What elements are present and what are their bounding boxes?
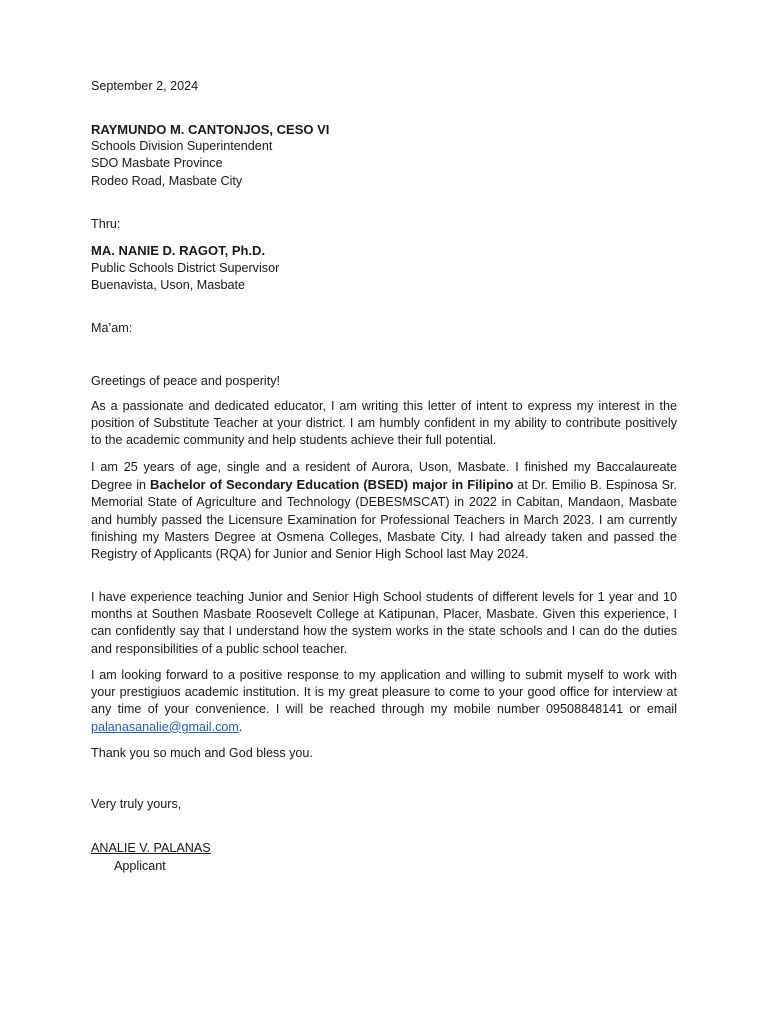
- thru-label: Thru:: [91, 217, 121, 231]
- paragraph-background-text: I am 25 years of age, single and a resident of Aurora, Uson, Masbate. I finished my Baccalaureate Degree in: [91, 460, 677, 493]
- degree-name: Bachelor of Secondary Education (BSED) major in Filipino: [149, 477, 514, 493]
- letter-date: September 2, 2024: [91, 79, 199, 93]
- thru-title: Public Schools District Supervisor: [91, 261, 280, 275]
- thru-name: MA. NANIE D. RAGOT, Ph.D.: [91, 243, 266, 258]
- recipient-name: RAYMUNDO M. CANTONJOS, CESO VI: [91, 122, 330, 137]
- email-link[interactable]: palanasanalie@gmail.com: [91, 719, 239, 734]
- paragraph-closing-text: I am looking forward to a positive response to my application and willing to submit myself to work with your prestigiuos academic institution. It is my great pleasure to come to your good office for interview at any time of your convenience. I will be reached through my mobile number 09508848141 or email: [91, 668, 677, 717]
- recipient-address: Rodeo Road, Masbate City: [91, 174, 243, 188]
- thanks-line: Thank you so much and God bless you.: [91, 746, 313, 760]
- paragraph-background-text-continued: at Dr. Emilio B. Espinosa Sr. Memorial State of Agriculture and Technology (DEBESMSCAT) in 2022 in Cabitan, Mandaon, Masbate and humbly passed the Licensure Examination for Professional Teachers in March 2023. I am currently finishing my Masters Degree at Osmena Colleges, Masbate City. I had already taken and passed the Registry of Applicants (RQA) for Junior and Senior High School last May 2024.: [91, 478, 677, 562]
- paragraph-closing-period: .: [238, 719, 243, 734]
- closing-line: Very truly yours,: [91, 797, 182, 811]
- signature-name: ANALIE V. PALANAS: [91, 841, 211, 855]
- thru-address: Buenavista, Uson, Masbate: [91, 278, 246, 292]
- recipient-title: Schools Division Superintendent: [91, 139, 273, 153]
- recipient-office: SDO Masbate Province: [91, 156, 223, 170]
- paragraph-background: [91, 459, 677, 563]
- paragraph-closing-request: [91, 667, 677, 736]
- salutation: Ma’am:: [91, 321, 133, 335]
- paragraph-experience: I have experience teaching Junior and Senior High School students of different levels for 1 year and 10 months at Southen Masbate Roosevelt College at Katipunan, Placer, Masbate. Given this experience, I can confidently say that I understand how the system works in the state schools and I can do the duties and responsibilities of a public school teacher.: [91, 590, 677, 656]
- paragraph-intent: As a passionate and dedicated educator, I am writing this letter of intent to express my interest in the position of Substitute Teacher at your district. I am humbly confident in my ability to contribute positively to the academic community and help students achieve their full potential.: [91, 399, 677, 448]
- signature-role: Applicant: [114, 859, 166, 873]
- greeting: Greetings of peace and posperity!: [91, 374, 281, 388]
